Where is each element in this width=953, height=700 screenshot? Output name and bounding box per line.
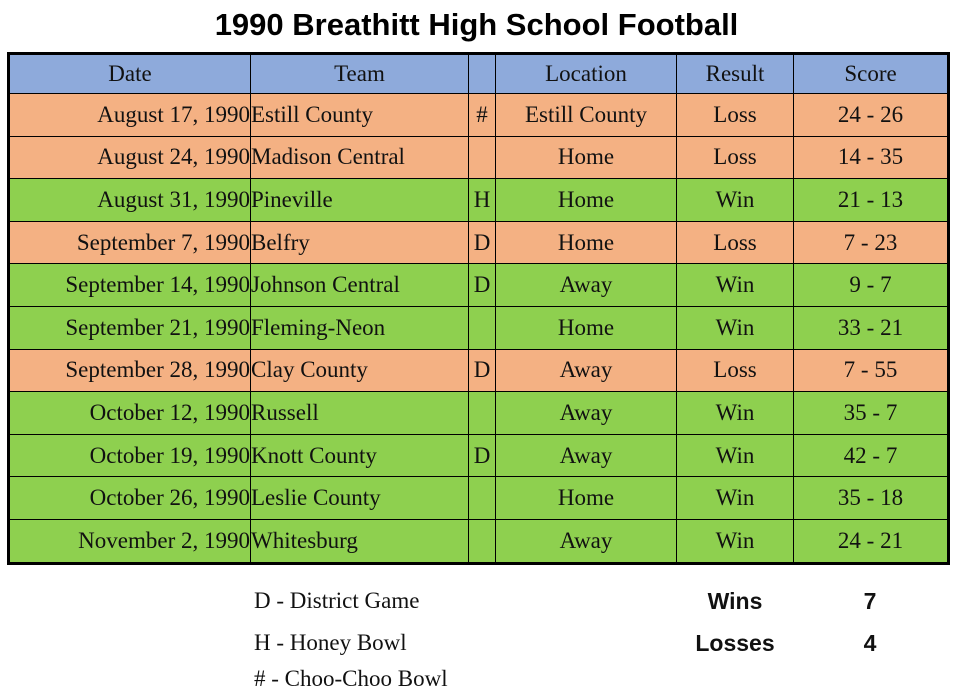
date-cell: August 31, 1990 <box>9 179 251 222</box>
team-cell: Clay County <box>251 349 469 392</box>
table-row <box>9 349 949 392</box>
date-cell: September 21, 1990 <box>9 306 251 349</box>
team-cell: Russell <box>251 392 469 435</box>
legend-honey-bowl: H - Honey Bowl <box>254 630 407 655</box>
game-type-cell: D <box>469 349 496 392</box>
wins-value: 7 <box>863 588 877 614</box>
table-row <box>9 519 949 563</box>
table-row <box>9 306 949 349</box>
table-row <box>9 94 949 137</box>
result-cell: Loss <box>677 349 794 392</box>
date-cell: September 28, 1990 <box>9 349 251 392</box>
score-cell: 7 - 55 <box>794 349 949 392</box>
column-header-team: Team <box>251 54 469 94</box>
wins-label: Wins <box>707 588 763 614</box>
game-type-cell: D <box>469 221 496 264</box>
score-cell: 7 - 23 <box>794 221 949 264</box>
column-header-result: Result <box>677 54 794 94</box>
score-cell: 9 - 7 <box>794 264 949 307</box>
result-cell: Win <box>677 519 794 563</box>
date-cell: October 19, 1990 <box>9 434 251 477</box>
game-type-cell <box>469 392 496 435</box>
result-cell: Win <box>677 477 794 520</box>
date-cell: October 26, 1990 <box>9 477 251 520</box>
score-cell: 21 - 13 <box>794 179 949 222</box>
result-cell: Loss <box>677 221 794 264</box>
date-cell: November 2, 1990 <box>9 519 251 563</box>
score-cell: 33 - 21 <box>794 306 949 349</box>
losses-label: Losses <box>695 630 775 656</box>
location-cell: Estill County <box>496 94 677 137</box>
date-cell: October 12, 1990 <box>9 392 251 435</box>
score-cell: 24 - 26 <box>794 94 949 137</box>
column-header-date: Date <box>9 54 251 94</box>
location-cell: Away <box>496 264 677 307</box>
game-type-cell: # <box>469 94 496 137</box>
losses-value: 4 <box>863 630 877 656</box>
team-cell: Johnson Central <box>251 264 469 307</box>
header-row <box>9 54 949 94</box>
score-cell: 24 - 21 <box>794 519 949 563</box>
game-type-cell: H <box>469 179 496 222</box>
team-cell: Pineville <box>251 179 469 222</box>
result-cell: Win <box>677 264 794 307</box>
date-cell: September 7, 1990 <box>9 221 251 264</box>
location-cell: Home <box>496 306 677 349</box>
score-cell: 35 - 18 <box>794 477 949 520</box>
date-cell: August 17, 1990 <box>9 94 251 137</box>
schedule-body <box>9 94 949 564</box>
score-cell: 35 - 7 <box>794 392 949 435</box>
game-type-cell <box>469 136 496 179</box>
score-cell: 14 - 35 <box>794 136 949 179</box>
location-cell: Home <box>496 179 677 222</box>
table-row <box>9 264 949 307</box>
result-cell: Win <box>677 392 794 435</box>
legend-choo-choo-bowl: # - Choo-Choo Bowl <box>254 666 448 691</box>
team-cell: Fleming-Neon <box>251 306 469 349</box>
team-cell: Estill County <box>251 94 469 137</box>
result-cell: Win <box>677 306 794 349</box>
game-type-cell <box>469 519 496 563</box>
table-row <box>9 434 949 477</box>
location-cell: Away <box>496 519 677 563</box>
team-cell: Whitesburg <box>251 519 469 563</box>
team-cell: Belfry <box>251 221 469 264</box>
column-header-location: Location <box>496 54 677 94</box>
page-title: 1990 Breathitt High School Football <box>214 7 739 42</box>
schedule-table <box>7 52 950 565</box>
location-cell: Home <box>496 221 677 264</box>
table-row <box>9 392 949 435</box>
result-cell: Loss <box>677 94 794 137</box>
score-cell: 42 - 7 <box>794 434 949 477</box>
team-cell: Knott County <box>251 434 469 477</box>
team-cell: Leslie County <box>251 477 469 520</box>
location-cell: Home <box>496 136 677 179</box>
game-type-cell: D <box>469 434 496 477</box>
column-header-score: Score <box>794 54 949 94</box>
location-cell: Away <box>496 349 677 392</box>
table-row <box>9 221 949 264</box>
legend-district-game: D - District Game <box>254 588 420 613</box>
game-type-cell <box>469 477 496 520</box>
result-cell: Win <box>677 434 794 477</box>
location-cell: Away <box>496 434 677 477</box>
team-cell: Madison Central <box>251 136 469 179</box>
game-type-cell <box>469 306 496 349</box>
date-cell: September 14, 1990 <box>9 264 251 307</box>
table-row <box>9 477 949 520</box>
date-cell: August 24, 1990 <box>9 136 251 179</box>
table-row <box>9 136 949 179</box>
location-cell: Away <box>496 392 677 435</box>
result-cell: Win <box>677 179 794 222</box>
table-row <box>9 179 949 222</box>
location-cell: Home <box>496 477 677 520</box>
column-header-mark <box>469 54 496 94</box>
game-type-cell: D <box>469 264 496 307</box>
result-cell: Loss <box>677 136 794 179</box>
